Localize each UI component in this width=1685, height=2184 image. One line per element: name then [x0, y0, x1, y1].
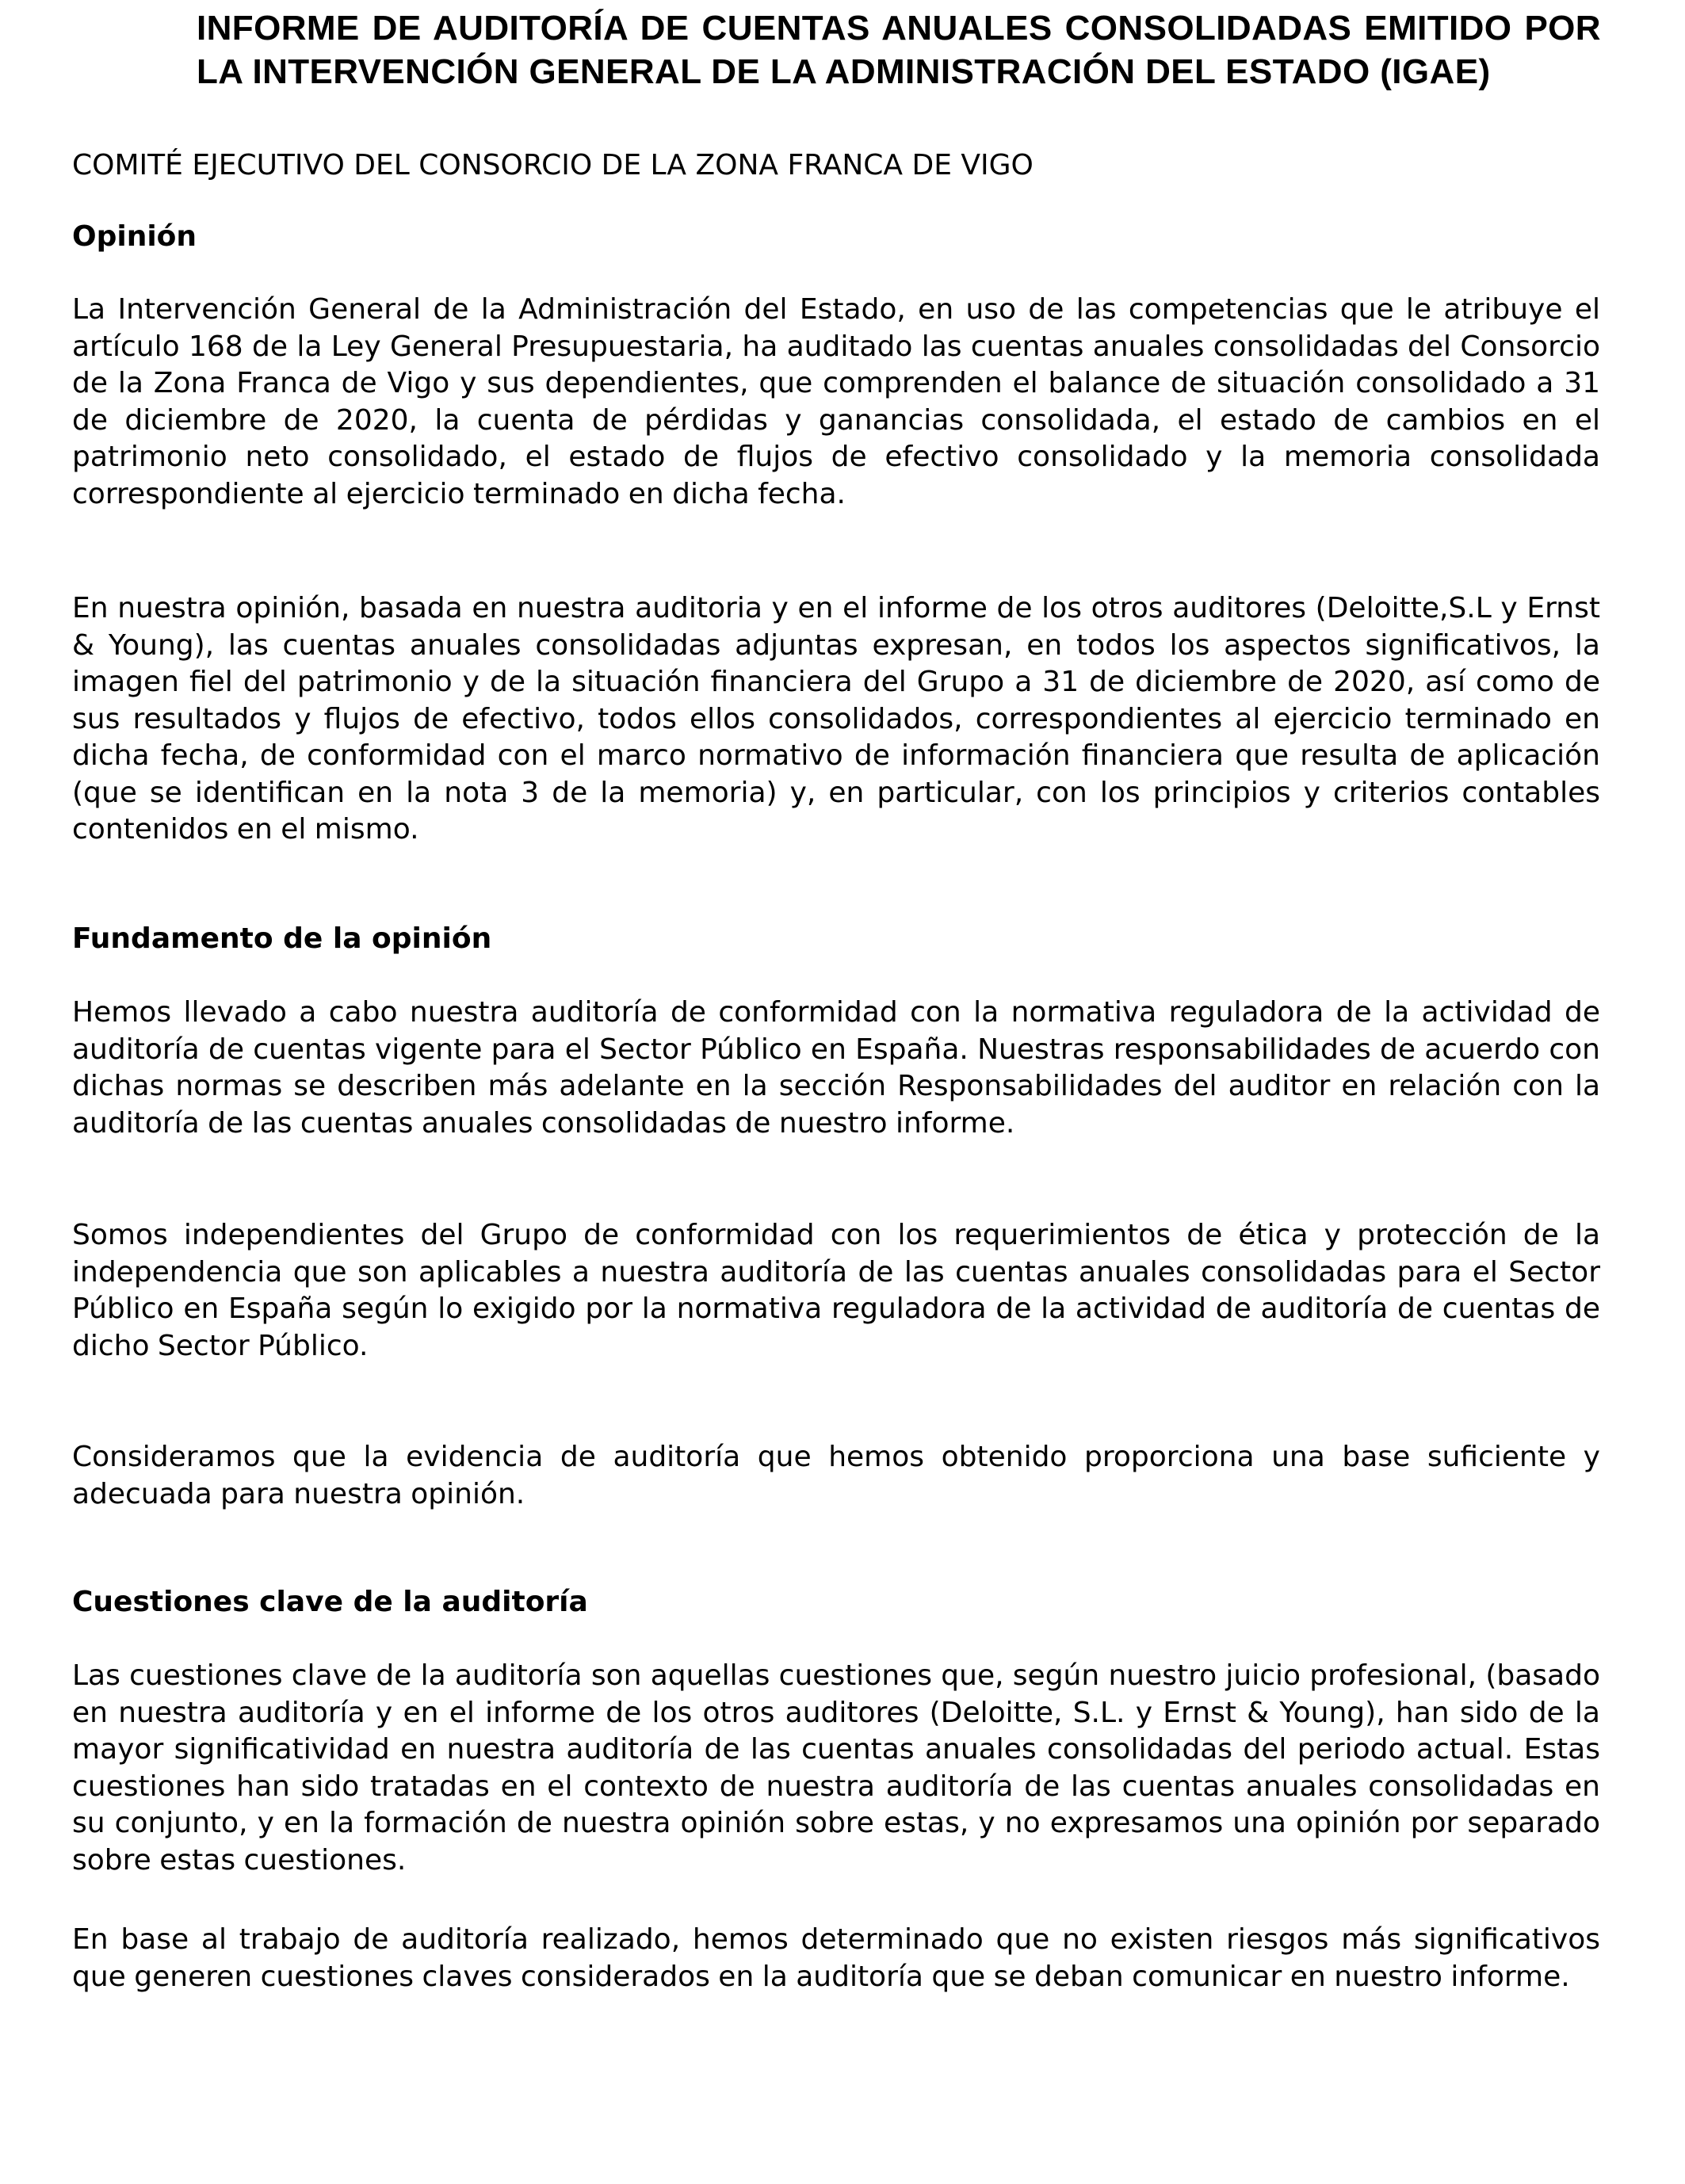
- cuestiones-paragraph-1: Las cuestiones clave de la auditoría son aquellas cuestiones que, según nuestro juicio profesional, (basado en nuestra auditoría y en el informe de los otros auditores (Deloitte, S.L. y Ernst & Young), han sido de la mayor significatividad en nuestra auditoría de las cuentas anuales consolidadas del periodo actual. Estas cuestiones han sido tratadas en el contexto de nuestra auditoría de las cuentas anuales consolidadas en su conjunto, y en la formación de nuestra opinión sobre estas, y no expresamos una opinión por separado sobre estas cuestiones.: [72, 1659, 1600, 1877]
- fundamento-paragraph-2: Somos independientes del Grupo de conformidad con los requerimientos de ética y protección de la independencia que son aplicables a nuestra auditoría de las cuentas anuales consolidadas para el Sector Público en España según lo exigido por la normativa reguladora de la actividad de auditoría de cuentas de dicho Sector Público.: [72, 1219, 1600, 1362]
- section-heading-cuestiones: Cuestiones clave de la auditoría: [72, 1586, 588, 1618]
- section-heading-opinion: Opinión: [72, 220, 197, 253]
- opinion-paragraph-2: En nuestra opinión, basada en nuestra auditoria y en el informe de los otros auditores (Deloitte,S.L y Ernst & Young), las cuentas anuales consolidadas adjuntas expresan, en todos los aspectos significativos, la imagen fiel del patrimonio y de la situación financiera del Grupo a 31 de diciembre de 2020, así como de sus resultados y flujos de efectivo, todos ellos consolidados, correspondientes al ejercicio terminado en dicha fecha, de conformidad con el marco normativo de información financiera que resulta de aplicación (que se identifican en la nota 3 de la memoria) y, en particular, con los principios y criterios contables contenidos en el mismo.: [72, 592, 1600, 846]
- fundamento-paragraph-3: Consideramos que la evidencia de auditoría que hemos obtenido proporciona una base suficiente y adecuada para nuestra opinión.: [72, 1441, 1600, 1510]
- section-heading-fundamento: Fundamento de la opinión: [72, 922, 492, 955]
- opinion-paragraph-1: La Intervención General de la Administración del Estado, en uso de las competencias que le atribuye el artículo 168 de la Ley General Presupuestaria, ha auditado las cuentas anuales consolidadas del Consorcio de la Zona Franca de Vigo y sus dependientes, que comprenden el balance de situación consolidado a 31 de diciembre de 2020, la cuenta de pérdidas y ganancias consolidada, el estado de cambios en el patrimonio neto consolidado, el estado de flujos de efectivo consolidado y la memoria consolidada correspondiente al ejercicio terminado en dicha fecha.: [72, 293, 1600, 510]
- cuestiones-paragraph-2: En base al trabajo de auditoría realizado, hemos determinado que no existen riesgos más significativos que generen cuestiones claves considerados en la auditoría que se deban comunicar en nuestro informe.: [72, 1923, 1600, 1993]
- addressee: COMITÉ EJECUTIVO DEL CONSORCIO DE LA ZONA FRANCA DE VIGO: [72, 149, 1034, 181]
- report-title: INFORME DE AUDITORÍA DE CUENTAS ANUALES CONSOLIDADAS EMITIDO POR LA INTERVENCIÓN GENERAL DE LA ADMINISTRACIÓN DEL ESTADO (IGAE): [197, 9, 1601, 91]
- fundamento-paragraph-1: Hemos llevado a cabo nuestra auditoría de conformidad con la normativa reguladora de la actividad de auditoría de cuentas vigente para el Sector Público en España. Nuestras responsabilidades de acuerdo con dichas normas se describen más adelante en la sección Responsabilidades del auditor en relación con la auditoría de las cuentas anuales consolidadas de nuestro informe.: [72, 996, 1600, 1140]
